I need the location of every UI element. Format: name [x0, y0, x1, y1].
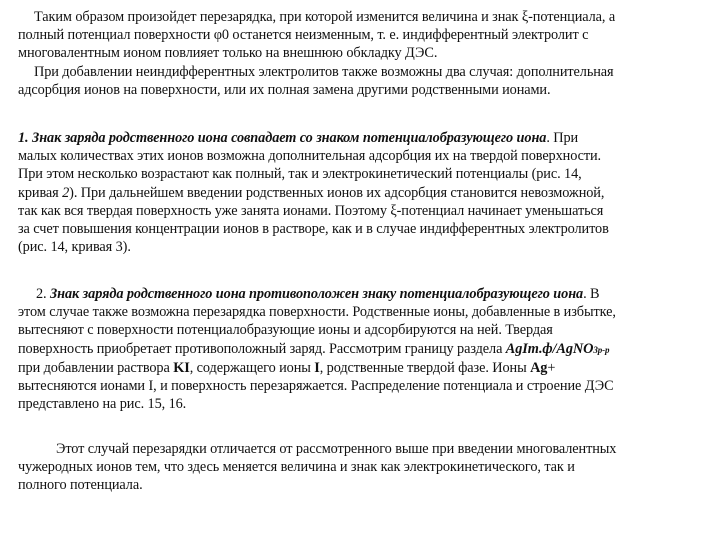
case-heading: Знак заряда родственного иона противоположен знаку потенциалобразующего иона: [50, 286, 584, 302]
text-line: многовалентным ионом повлияет только на внешнюю обкладку ДЭС.: [18, 45, 438, 62]
text-line: этом случае также возможна перезарядка поверхности. Родственные ионы, добавленные в избытке,: [18, 304, 616, 321]
paragraph-conclusion: [18, 440, 702, 495]
text-line: [18, 285, 702, 303]
text-fragment: . В: [583, 286, 600, 302]
text-line: [18, 184, 702, 202]
text-line: [18, 340, 702, 359]
text-fragment: кривая: [18, 184, 63, 201]
curve-number: 2: [62, 184, 70, 201]
text-line: (рис. 14, кривая 3).: [18, 239, 131, 256]
text-fragment: +: [547, 359, 556, 376]
text-line: адсорбция ионов на поверхности, или их полная замена другими родственными ионами.: [18, 81, 551, 98]
paragraph-case-1: [18, 129, 702, 256]
text-line: [18, 129, 702, 147]
text-line: При добавлении неиндифферентных электролитов также возможны два случая: дополнительная: [34, 63, 614, 80]
text-fragment: при добавлении раствора: [18, 359, 174, 376]
text-line: Этот случай перезарядки отличается от рассмотренного выше при введении многовалентных: [56, 441, 617, 457]
chemical-formula: AgIт.ф/AgNO: [505, 340, 594, 357]
text-line: за счет повышения концентрации ионов в растворе, как и в случае индифферентных электролитов: [18, 221, 609, 238]
text-line: При этом несколько возрастают как полный, так и электрокинетический потенциалы (рис. 14,: [18, 166, 582, 183]
text-line: полного потенциала.: [18, 477, 143, 494]
text-fragment: , родственные твердой фазе. Ионы: [319, 359, 531, 376]
chemical-formula: Ag: [530, 359, 548, 376]
text-line: чужеродных ионов тем, что здесь меняется величина и знак как электрокинетического, так и: [18, 459, 575, 476]
text-fragment: ). При дальнейшем введении родственных ионов их адсорбция становится невозможной,: [69, 184, 605, 201]
text-line: так как вся твердая поверхность уже занята ионами. Поэтому ξ-потенциал начинает уменьшаться: [18, 202, 604, 219]
paragraph-case-2: [18, 285, 702, 413]
text-line: вытесняются ионами I, и поверхность перезаряжается. Распределение потенциала и строение ДЭС: [18, 378, 614, 395]
text-fragment: . При: [546, 130, 579, 146]
formula-subscript: 3р-р: [593, 344, 610, 355]
text-fragment: , содержащего ионы: [189, 359, 315, 376]
text-line: малых количествах этих ионов возможна дополнительная адсорбция их на твердой поверхности.: [18, 148, 602, 165]
text-line: представлено на рис. 15, 16.: [18, 396, 187, 413]
chemical-formula: I: [314, 359, 320, 376]
text-line: Таким образом произойдет перезарядка, при которой изменится величина и знак ξ-потенциала, а: [34, 9, 616, 25]
chemical-formula: KI: [173, 359, 190, 376]
text-fragment: поверхность приобретает противоположный заряд. Рассмотрим границу раздела: [18, 340, 506, 357]
paragraph-recharge-intro: [18, 8, 702, 99]
case-number: 2.: [36, 286, 50, 302]
text-line: [18, 359, 702, 377]
case-heading: Знак заряда родственного иона совпадает со знаком потенциалобразующего иона: [32, 130, 547, 146]
case-number: 1.: [18, 130, 29, 146]
text-line: вытесняют с поверхности потенциалобразующие ионы и адсорбируются на ней. Твердая: [18, 322, 553, 339]
text-line: полный потенциал поверхности φ0 останется неизменным, т. е. индифферентный электролит с: [18, 27, 589, 44]
